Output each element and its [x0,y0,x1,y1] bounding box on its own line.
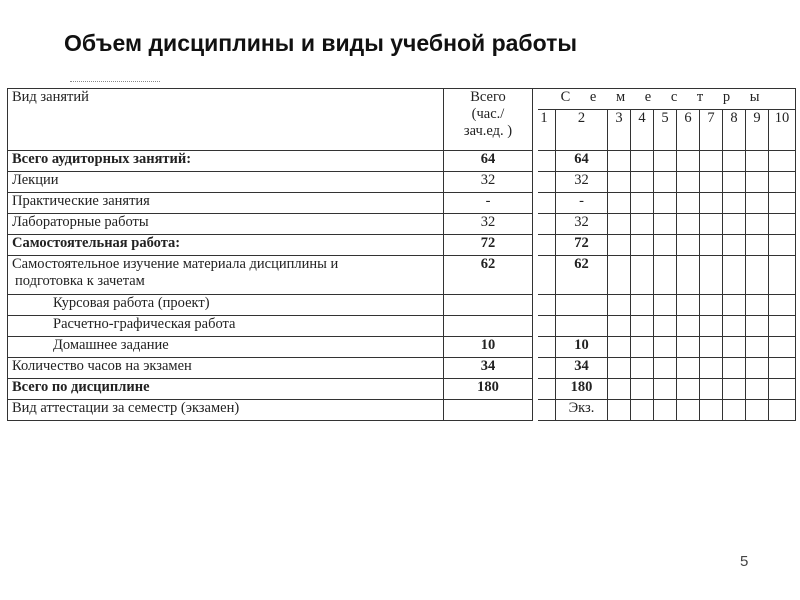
header-total [444,89,533,151]
table-row [8,151,796,172]
row-total: 180 [444,379,533,400]
row-sem2: Экз. [556,400,608,421]
row-sem2: 180 [556,379,608,400]
table-row [8,235,796,256]
row-sem2 [556,316,608,337]
slide-title: Объем дисциплины и виды учебной работы [64,30,578,56]
row-total [444,316,533,337]
row-sem2 [556,295,608,316]
semester-number: 4 [631,110,654,151]
header-total-line1: Всего [470,89,506,105]
row-label-line2: подготовка к зачетам [15,273,145,289]
row-total: 62 [444,256,533,295]
row-sem2: - [556,193,608,214]
row-label: Самостоятельная работа: [8,235,444,256]
table-row [8,214,796,235]
row-total [444,295,533,316]
row-label [8,256,444,295]
semester-number: 8 [723,110,746,151]
header-total-line3: зач.ед. ) [463,123,513,139]
discipline-hours-table [7,88,796,421]
row-label: Курсовая работа (проект) [8,295,444,316]
table-row [8,295,796,316]
table-header-row [8,89,796,110]
row-total [444,400,533,421]
table-row [8,379,796,400]
row-label: Всего по дисциплине [8,379,444,400]
scan-artifact [70,81,160,85]
row-label: Лабораторные работы [8,214,444,235]
header-semesters: С е м е с т р ы [533,89,796,110]
row-sem2: 32 [556,172,608,193]
table-row [8,316,796,337]
semester-number: 10 [769,110,796,151]
row-label: Всего аудиторных занятий: [8,151,444,172]
semester-number: 7 [700,110,723,151]
semester-number: 9 [746,110,769,151]
table-row [8,337,796,358]
row-total: 32 [444,214,533,235]
row-total: 32 [444,172,533,193]
semester-number: 3 [608,110,631,151]
semester-number: 2 [556,110,608,151]
table-row [8,400,796,421]
row-label: Расчетно-графическая работа [8,316,444,337]
header-total-line2: (час./ [471,106,505,122]
row-label: Вид аттестации за семестр (экзамен) [8,400,444,421]
row-label: Практические занятия [8,193,444,214]
row-total: 72 [444,235,533,256]
table-row [8,172,796,193]
row-sem2: 72 [556,235,608,256]
row-sem2: 10 [556,337,608,358]
semester-number: 1 [533,110,556,151]
row-sem2: 32 [556,214,608,235]
row-label: Лекции [8,172,444,193]
column-gap [533,89,538,428]
semester-number: 5 [654,110,677,151]
table-row [8,358,796,379]
table-row [8,256,796,295]
semester-number: 6 [677,110,700,151]
header-kind: Вид занятий [8,89,444,151]
row-sem2: 64 [556,151,608,172]
row-label: Домашнее задание [8,337,444,358]
row-sem2: 34 [556,358,608,379]
row-total: 34 [444,358,533,379]
row-total: 10 [444,337,533,358]
row-label-line1: Самостоятельное изучение материала дисциплины и [12,256,339,272]
page-number: 5 [740,553,749,570]
row-sem2: 62 [556,256,608,295]
row-label: Количество часов на экзамен [8,358,444,379]
row-total: - [444,193,533,214]
table-row [8,193,796,214]
row-total: 64 [444,151,533,172]
